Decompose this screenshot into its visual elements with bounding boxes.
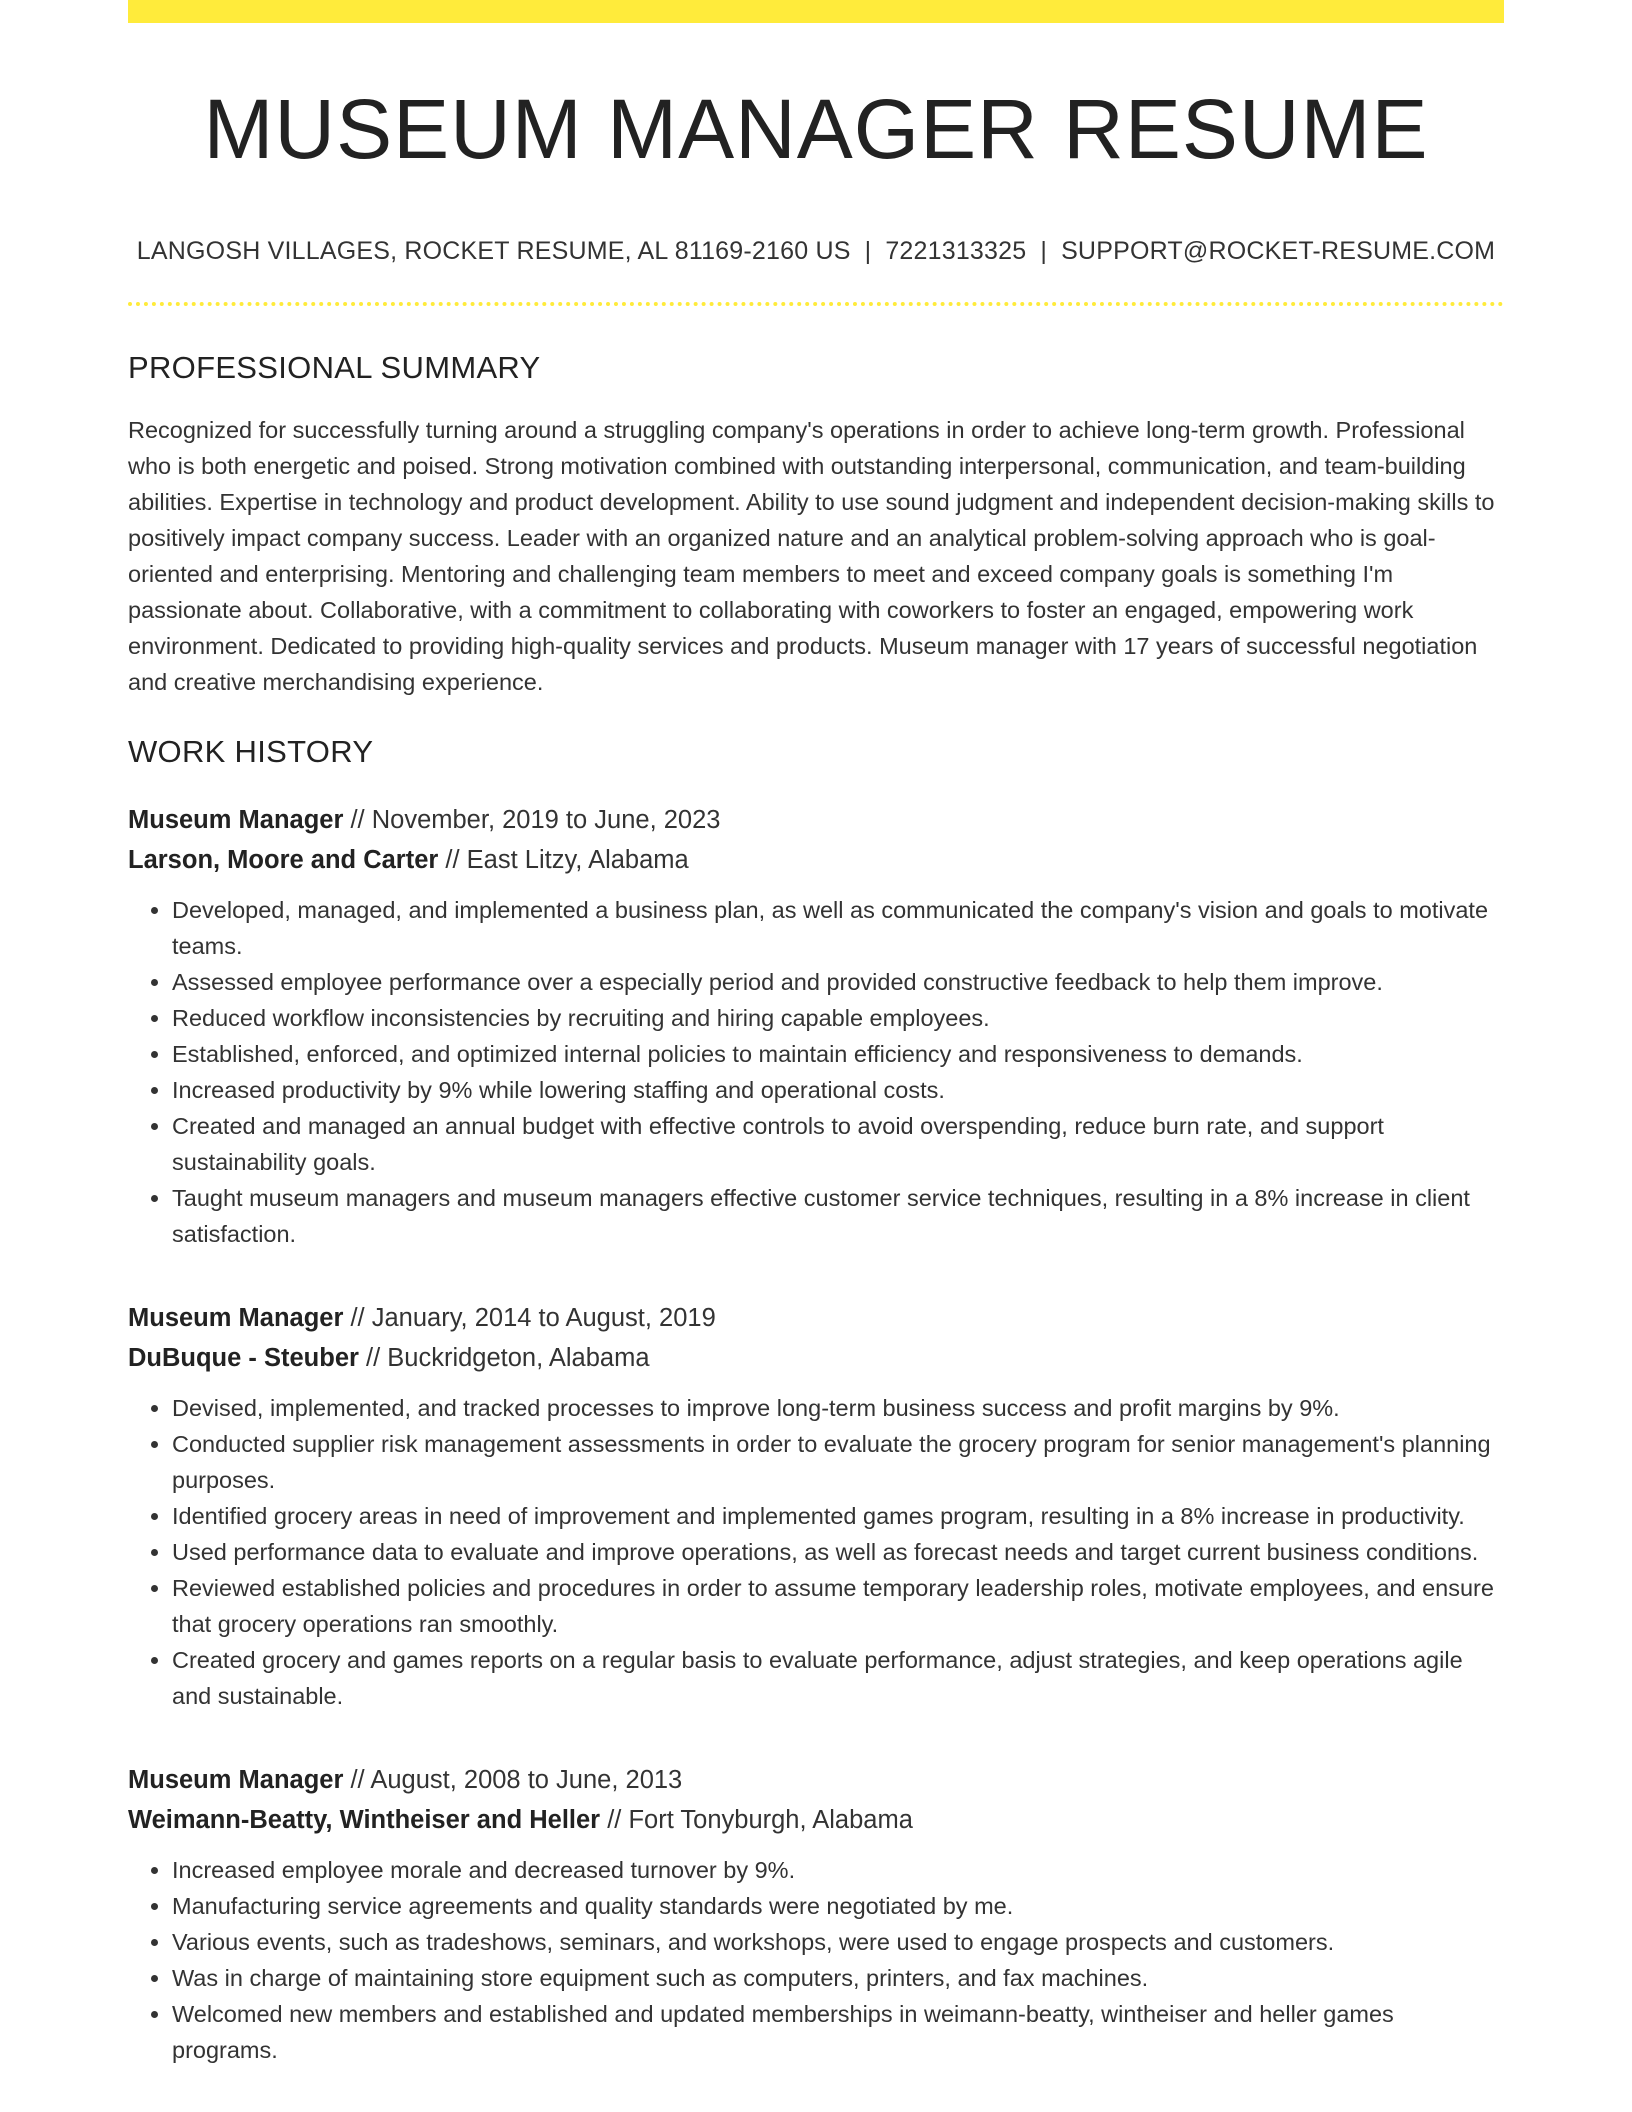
job-location: // Buckridgeton, Alabama — [358, 1344, 650, 1373]
job-entry — [128, 1298, 1504, 1714]
job-bullets — [128, 1852, 1504, 2068]
section-heading: PROFESSIONAL SUMMARY — [128, 350, 541, 386]
job-entry — [128, 800, 1504, 1252]
contact-phone: 7221313325 — [885, 237, 1027, 266]
job-title: Museum Manager — [128, 1766, 344, 1795]
job-bullet: • Welcomed new members and established and updated memberships in weimann-beatty, wintheiser and heller games programs. — [172, 1996, 1504, 2068]
job-bullet: • Increased employee morale and decreased turnover by 9%. — [172, 1852, 1504, 1888]
contact-email: SUPPORT@ROCKET-RESUME.COM — [1061, 237, 1496, 266]
job-bullet: • Taught museum managers and museum managers effective customer service techniques, resulting in a 8% increase in client satisfaction. — [172, 1180, 1504, 1252]
job-dates: // August, 2008 to June, 2013 — [343, 1766, 683, 1795]
job-bullets — [128, 892, 1504, 1252]
job-title-line — [128, 1298, 1504, 1338]
summary-paragraph: Recognized for successfully turning around a struggling company's operations in order to achieve long-term growth. Professional who is both energetic and poised. Strong motivation combined with outstanding interpersonal, communication, and team-building abilities. Expertise in technology and product development. Ability to use sound judgment and independent decision-making skills to positively impact company success. Leader with an organized nature and an analytical problem-solving approach who is goal-oriented and enterprising. Mentoring and challenging team members to meet and exceed company goals is something I'm passionate about. Collaborative, with a commitment to collaborating with coworkers to foster an engaged, empowering work environment. Dedicated to providing high-quality services and products. Museum manager with 17 years of successful negotiation and creative merchandising experience. — [128, 417, 1495, 696]
accent-top-bar — [128, 0, 1504, 23]
job-title-line — [128, 1760, 1504, 1800]
job-entry — [128, 1760, 1504, 2068]
job-bullet: • Was in charge of maintaining store equipment such as computers, printers, and fax machines. — [172, 1960, 1504, 1996]
job-title: Museum Manager — [128, 806, 344, 835]
job-bullet: • Assessed employee performance over a especially period and provided constructive feedback to help them improve. — [172, 964, 1504, 1000]
resume-title: MUSEUM MANAGER RESUME — [203, 82, 1429, 176]
job-dates: // November, 2019 to June, 2023 — [343, 806, 721, 835]
professional-summary-section — [128, 350, 1504, 700]
job-title-line — [128, 800, 1504, 840]
job-company: Larson, Moore and Carter — [128, 846, 439, 875]
job-bullet: • Devised, implemented, and tracked processes to improve long-term business success and profit margins by 9%. — [172, 1390, 1504, 1426]
job-location: // East Litzy, Alabama — [438, 846, 689, 875]
job-title: Museum Manager — [128, 1304, 344, 1333]
job-location: // Fort Tonyburgh, Alabama — [600, 1806, 913, 1835]
job-company: Weimann-Beatty, Wintheiser and Heller — [128, 1806, 601, 1835]
contact-separator: | — [864, 237, 872, 266]
job-bullet: • Reduced workflow inconsistencies by recruiting and hiring capable employees. — [172, 1000, 1504, 1036]
job-bullet: • Established, enforced, and optimized internal policies to maintain efficiency and responsiveness to demands. — [172, 1036, 1504, 1072]
contact-line — [128, 237, 1504, 266]
job-bullet: • Used performance data to evaluate and improve operations, as well as forecast needs and target current business conditions. — [172, 1534, 1504, 1570]
job-company: DuBuque - Steuber — [128, 1344, 359, 1373]
contact-separator: | — [1040, 237, 1048, 266]
job-bullet: • Created and managed an annual budget with effective controls to avoid overspending, reduce burn rate, and support sustainability goals. — [172, 1108, 1504, 1180]
job-company-line — [128, 1800, 1504, 1840]
job-company-line — [128, 840, 1504, 880]
job-bullet: • Reviewed established policies and procedures in order to assume temporary leadership roles, motivate employees, and ensure that grocery operations ran smoothly. — [172, 1570, 1504, 1642]
resume-page — [128, 0, 1504, 2068]
job-bullet: • Developed, managed, and implemented a business plan, as well as communicated the company's vision and goals to motivate teams. — [172, 892, 1504, 964]
job-bullet: • Identified grocery areas in need of improvement and implemented games program, resulting in a 8% increase in productivity. — [172, 1498, 1504, 1534]
job-bullet: • Various events, such as tradeshows, seminars, and workshops, were used to engage prospects and customers. — [172, 1924, 1504, 1960]
job-company-line — [128, 1338, 1504, 1378]
job-bullet: • Created grocery and games reports on a regular basis to evaluate performance, adjust strategies, and keep operations agile and sustainable. — [172, 1642, 1504, 1714]
job-bullet: • Increased productivity by 9% while lowering staffing and operational costs. — [172, 1072, 1504, 1108]
section-heading: WORK HISTORY — [128, 734, 374, 770]
job-bullets — [128, 1390, 1504, 1714]
work-history-section — [128, 734, 1504, 2068]
job-dates: // January, 2014 to August, 2019 — [343, 1304, 716, 1333]
dotted-divider — [128, 302, 1504, 306]
job-bullet: • Conducted supplier risk management assessments in order to evaluate the grocery program for senior management's planning purposes. — [172, 1426, 1504, 1498]
contact-address: LANGOSH VILLAGES, ROCKET RESUME, AL 81169-2160 US — [136, 237, 851, 266]
job-bullet: • Manufacturing service agreements and quality standards were negotiated by me. — [172, 1888, 1504, 1924]
